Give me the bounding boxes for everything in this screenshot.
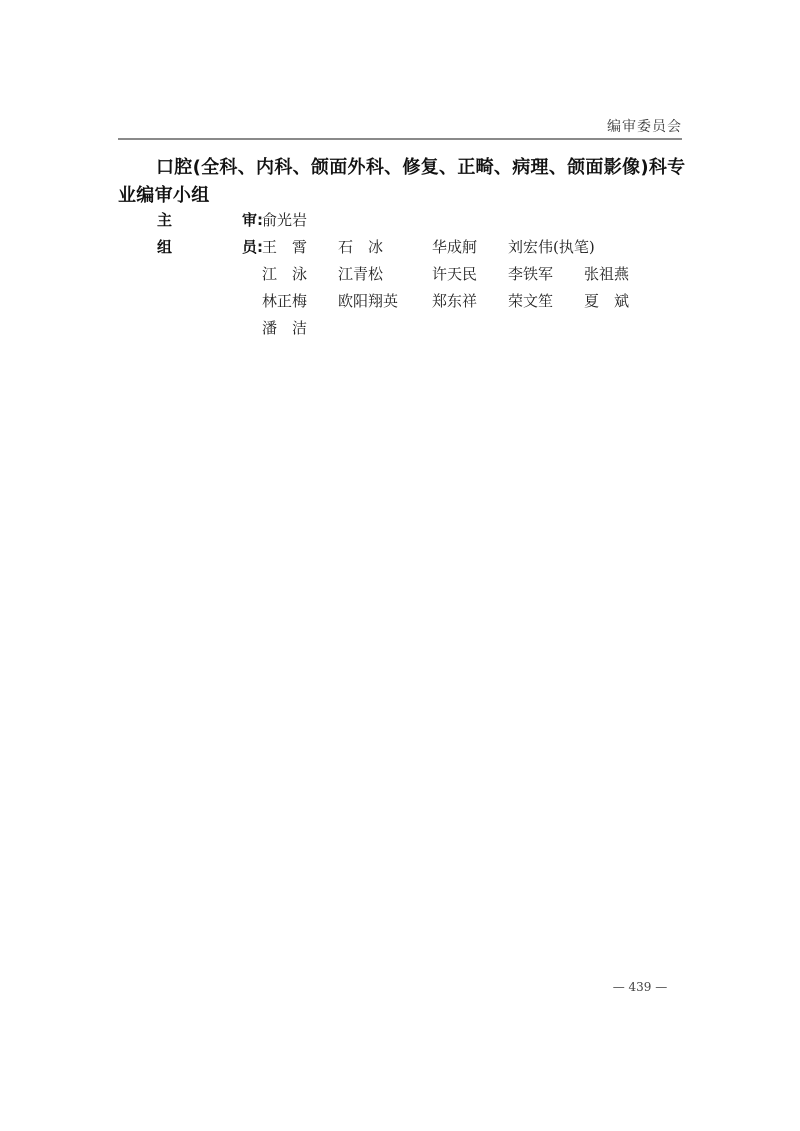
chief-reviewer-name: 俞光岩 [262,211,308,229]
chief-reviewer-colon: : [257,211,263,229]
member-name: 江 泳 [262,265,308,283]
section-title: 口腔(全科、内科、颌面外科、修复、正畸、病理、颌面影像)科专业编审小组 [118,157,686,206]
member-name: 江青松 [338,265,384,283]
member-name: 郑东祥 [432,292,478,310]
running-header: 编审委员会 [607,119,682,135]
members-colon: : [257,238,263,256]
member-name: 许天民 [432,265,478,283]
member-name: 李铁军 [508,265,554,283]
members-label [157,234,257,261]
chief-reviewer-row [157,207,307,234]
page-number: — 439 — [612,980,668,994]
chief-reviewer-label-char-2: 审 [241,211,257,229]
member-name-empty [584,234,660,261]
members-label-char-1: 组 [157,238,173,256]
member-name: 欧阳翔英 [338,292,399,310]
member-name: 荣文笙 [508,292,554,310]
member-name: 夏 斌 [584,292,630,310]
members-label-char-2: 员 [241,238,257,256]
member-name: 华成舸 [432,238,478,256]
chief-reviewer-label [157,207,257,234]
member-name: 石 冰 [338,238,384,256]
members-list [262,234,660,342]
member-name: 刘宏伟(执笔) [508,238,595,256]
header-rule [118,138,682,140]
members-row [157,234,660,342]
chief-reviewer-label-char-1: 主 [157,211,173,229]
member-name: 林正梅 [262,292,308,310]
member-name: 潘 洁 [262,319,308,337]
member-name: 张祖燕 [584,265,630,283]
member-name: 王 霄 [262,238,308,256]
